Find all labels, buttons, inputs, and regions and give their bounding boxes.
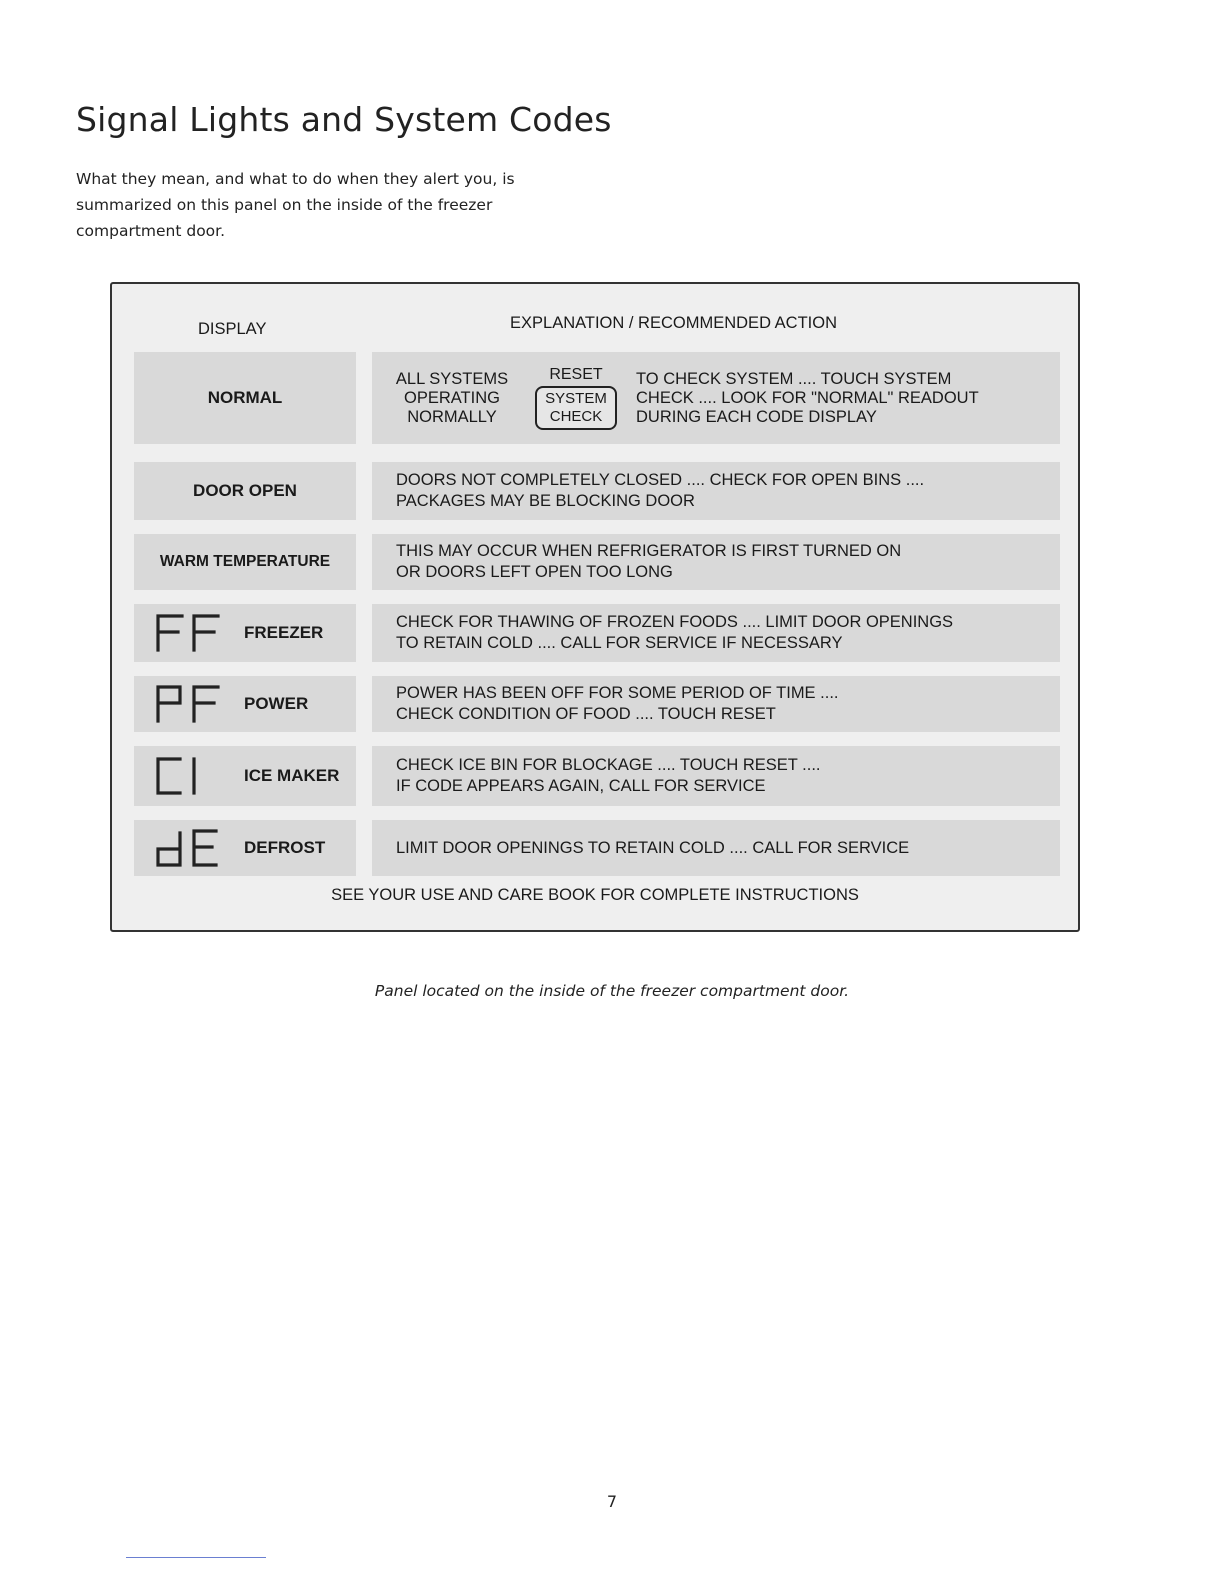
defrost-explanation-cell: LIMIT DOOR OPENINGS TO RETAIN COLD .... CALL FOR SERVICE bbox=[372, 820, 1060, 876]
intro-paragraph: What they mean, and what to do when they alert you, is summarized on this panel on the inside of the freezer compartment door. bbox=[76, 170, 515, 240]
normal-action-text: TO CHECK SYSTEM .... TOUCH SYSTEM CHECK .... LOOK FOR "NORMAL" READOUT DURING EACH CODE DISPLAY bbox=[636, 369, 979, 426]
power-display-cell bbox=[134, 676, 356, 732]
defrost-code-icon bbox=[152, 827, 230, 869]
display-column-header: DISPLAY bbox=[198, 320, 267, 338]
page-title: Signal Lights and System Codes bbox=[76, 100, 612, 139]
defrost-display-label: DEFROST bbox=[244, 838, 326, 857]
footer-rule bbox=[126, 1557, 266, 1558]
system-check-button[interactable]: SYSTEM CHECK bbox=[535, 386, 617, 430]
door-open-display-cell bbox=[134, 462, 356, 520]
power-code-icon bbox=[152, 683, 230, 725]
normal-explanation-cell bbox=[372, 352, 1060, 444]
warm-temperature-display-cell bbox=[134, 534, 356, 590]
warm-temperature-explanation-cell: THIS MAY OCCUR WHEN REFRIGERATOR IS FIRST TURNED ON OR DOORS LEFT OPEN TOO LONG bbox=[372, 534, 1060, 590]
ice-maker-code-icon bbox=[152, 755, 230, 797]
ice-maker-row bbox=[134, 746, 1060, 806]
door-open-row bbox=[134, 462, 1060, 520]
freezer-display-label: FREEZER bbox=[244, 623, 324, 642]
signal-codes-panel bbox=[110, 282, 1080, 932]
page-number: 7 bbox=[606, 1492, 618, 1511]
warm-temperature-display-label: WARM TEMPERATURE bbox=[159, 553, 331, 570]
ice-maker-explanation-cell: CHECK ICE BIN FOR BLOCKAGE .... TOUCH RESET .... IF CODE APPEARS AGAIN, CALL FOR SERVICE bbox=[372, 746, 1060, 806]
panel-footer: SEE YOUR USE AND CARE BOOK FOR COMPLETE INSTRUCTIONS bbox=[331, 886, 859, 904]
ice-maker-display-cell bbox=[134, 746, 356, 806]
normal-status-text: ALL SYSTEMS OPERATING NORMALLY bbox=[395, 369, 509, 426]
warm-temperature-row bbox=[134, 534, 1060, 590]
freezer-display-cell bbox=[134, 604, 356, 662]
normal-row bbox=[134, 352, 1060, 444]
power-row bbox=[134, 676, 1060, 732]
freezer-code-icon bbox=[152, 612, 230, 654]
reset-label: RESET bbox=[549, 366, 603, 383]
normal-display-label: NORMAL bbox=[207, 388, 283, 407]
defrost-display-cell bbox=[134, 820, 356, 876]
power-explanation-cell: POWER HAS BEEN OFF FOR SOME PERIOD OF TIME .... CHECK CONDITION OF FOOD .... TOUCH RESET bbox=[372, 676, 1060, 732]
ice-maker-display-label: ICE MAKER bbox=[244, 766, 340, 785]
door-open-display-label: DOOR OPEN bbox=[193, 481, 297, 500]
freezer-explanation-cell: CHECK FOR THAWING OF FROZEN FOODS .... LIMIT DOOR OPENINGS TO RETAIN COLD .... CALL FOR SERVICE IF NECESSARY bbox=[372, 604, 1060, 662]
power-display-label: POWER bbox=[244, 694, 309, 713]
door-open-explanation-cell: DOORS NOT COMPLETELY CLOSED .... CHECK FOR OPEN BINS .... PACKAGES MAY BE BLOCKING DOOR bbox=[372, 462, 1060, 520]
normal-display-cell bbox=[134, 352, 356, 444]
reset-group bbox=[528, 366, 624, 430]
panel-caption: Panel located on the inside of the freezer compartment door. bbox=[374, 982, 850, 1000]
explanation-column-header: EXPLANATION / RECOMMENDED ACTION bbox=[510, 314, 837, 332]
defrost-row bbox=[134, 820, 1060, 876]
freezer-row bbox=[134, 604, 1060, 662]
